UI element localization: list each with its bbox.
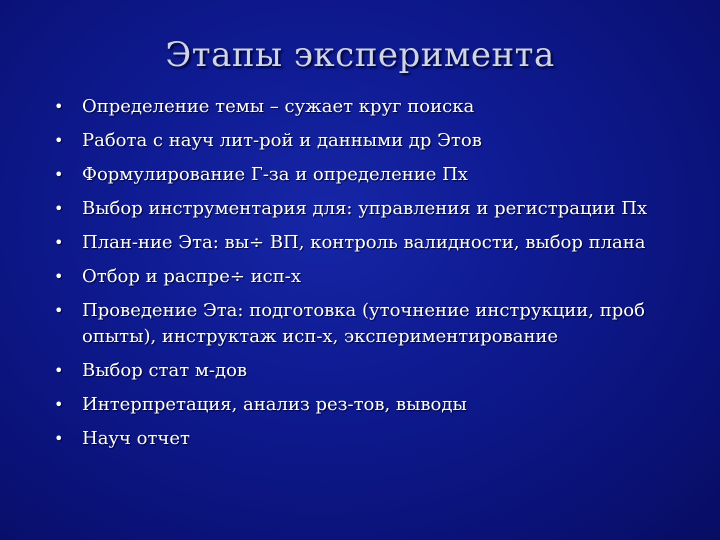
bullet-icon: • (54, 165, 64, 184)
bullet-text: План-ние Эта: вы÷ ВП, контроль валидности, выбор плана (82, 232, 646, 253)
bullet-icon: • (54, 267, 64, 286)
bullet-item (52, 94, 672, 120)
bullet-text: Интерпретация, анализ рез-тов, выводы (82, 394, 467, 415)
bullet-item (52, 196, 672, 222)
bullet-icon: • (54, 361, 64, 380)
bullet-icon: • (54, 131, 64, 150)
bullet-item (52, 128, 672, 154)
bullet-item (52, 392, 672, 418)
bullet-icon: • (54, 199, 64, 218)
bullet-text: Проведение Эта: подготовка (уточнение инструкции, проб опыты), инструктаж исп-х, экспериментирование (82, 300, 645, 347)
bullet-item (52, 264, 672, 290)
bullet-item (52, 162, 672, 188)
bullet-text: Работа с науч лит-рой и данными др Этов (82, 130, 482, 151)
bullet-text: Выбор инструментария для: управления и регистрации Пх (82, 198, 648, 219)
bullet-text: Формулирование Г-за и определение Пх (82, 164, 468, 185)
bullet-icon: • (54, 97, 64, 116)
bullet-item (52, 358, 672, 384)
bullet-item (52, 230, 672, 256)
bullet-icon: • (54, 395, 64, 414)
slide-title: Этапы эксперимента (165, 35, 555, 75)
bullet-text: Отбор и распре÷ исп-х (82, 266, 301, 287)
bullet-item (52, 298, 672, 350)
bullet-icon: • (54, 233, 64, 252)
bullet-text: Определение темы – сужает круг поиска (82, 96, 475, 117)
bullet-item (52, 426, 672, 452)
bullet-list (52, 94, 672, 462)
bullet-icon: • (54, 301, 64, 320)
bullet-icon: • (54, 429, 64, 448)
bullet-text: Науч отчет (82, 428, 190, 449)
bullet-text: Выбор стат м-дов (82, 360, 248, 381)
